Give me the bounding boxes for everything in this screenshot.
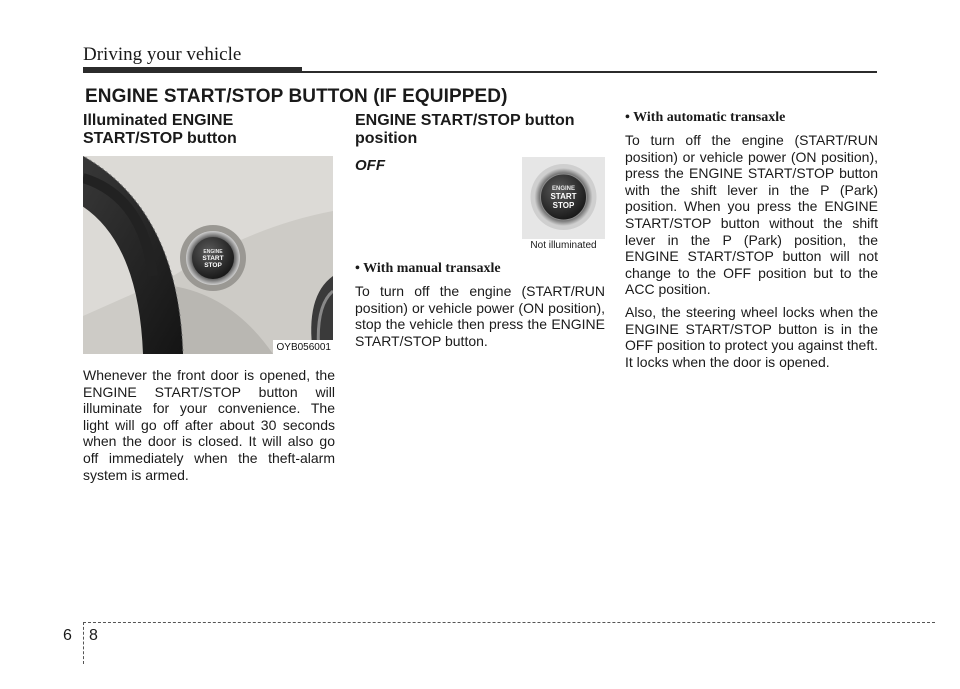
col2-heading-line1: ENGINE START/STOP button [355,112,575,129]
not-illuminated-thumbnail [522,157,605,253]
thumb-caption: Not illuminated [522,239,605,253]
col2-heading-line2: position [355,130,418,147]
col1-heading-line1: Illuminated ENGINE [83,112,234,129]
dashboard-photo [83,156,333,354]
col1-paragraph: Whenever the front door is opened, the ENGINE START/STOP button will illuminate for your convenience. The light will go off after about 30 seconds when the door is closed. It will also go off immediately when the theft-alarm system is armed. [83,367,335,483]
column-right [625,110,878,370]
col3-paragraph1: To turn off the engine (START/RUN position) or vehicle power (ON position), press the ENGINE START/STOP button with the shift lever in the P (Park) position. When you press the ENGINE START/STOP button without the shift lever in the P (Park) position, the ENGINE START/STOP button will not change to the OFF position but to the ACC position. [625,132,878,298]
col2-paragraph: To turn off the engine (START/RUN position) or vehicle power (ON position), stop the vehicle then press the ENGINE START/STOP button. [355,283,605,349]
automatic-transaxle-heading: • With automatic transaxle [625,110,786,125]
column-left [83,112,335,483]
col1-heading [83,112,335,148]
chapter-number: 6 [63,627,72,644]
thumb-button-line3: STOP [552,201,575,210]
footer-rule [83,622,935,623]
photo-button-line2: START [202,255,224,262]
section-title: ENGINE START/STOP BUTTON (IF EQUIPPED) [85,86,508,107]
dashboard-illustration [83,156,333,354]
photo-button-line3: STOP [204,262,222,269]
off-button-illustration [522,157,605,239]
photo-button-line1: ENGINE [203,249,223,255]
chapter-title: Driving your vehicle [83,44,242,65]
col2-heading [355,112,605,148]
col1-heading-line2: START/STOP button [83,130,237,147]
manual-transaxle-heading: • With manual transaxle [355,261,501,276]
photo-code: OYB056001 [273,340,334,354]
off-subheading: OFF [355,157,385,174]
footer-divider [83,622,84,664]
col3-paragraph2: Also, the steering wheel locks when the ENGINE START/STOP button is in the OFF position to protect you against theft. It locks when the door is opened. [625,303,878,370]
chapter-rule [302,71,877,73]
thumb-button-line2: START [550,192,577,201]
chapter-bar [83,67,302,73]
page-number: 8 [89,627,98,644]
thumb-button-line1: ENGINE [551,186,576,192]
